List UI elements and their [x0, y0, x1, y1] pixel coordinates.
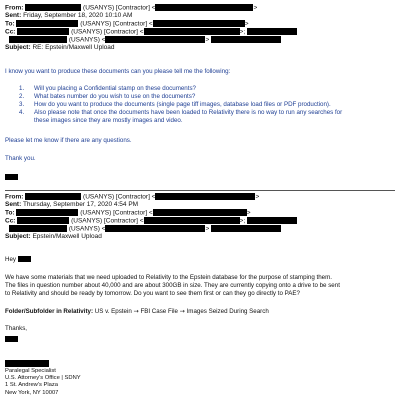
to-label: To:: [5, 20, 15, 28]
sent-value: Friday, September 18, 2020 10:10 AM: [23, 12, 133, 20]
bottom-to-line: [5, 209, 397, 217]
redaction-block: [9, 225, 67, 232]
top-to-line: [5, 20, 397, 28]
to-end: >: [244, 20, 249, 28]
body-line: to Relativity and should be ready by tomorrow. Do you want to see them first or can they go directly to PAE?: [5, 290, 300, 297]
list-item-text: these images since they are mostly images and video.: [34, 117, 183, 124]
folder-path-part: US v. Epstein: [94, 308, 132, 315]
from-label: From:: [5, 4, 24, 12]
subject-label: Subject:: [5, 44, 31, 52]
top-cc-line: [5, 28, 397, 36]
cc-sep: >;: [239, 217, 246, 225]
redaction-block: [16, 20, 78, 27]
bottom-cc-line: [5, 217, 397, 225]
redaction-block: [155, 193, 255, 200]
folder-path-part: Images Seized During Search: [186, 308, 269, 315]
top-cc-line2: [5, 36, 397, 44]
from-label: From:: [5, 193, 24, 201]
folder-line: [5, 308, 269, 316]
signature-office: U.S. Attorney's Office | SDNY: [5, 375, 81, 382]
list-item-text: How do you want to produce the documents (single page tiff images, database load files or PDF production).: [34, 101, 331, 108]
redaction-block: [105, 36, 205, 43]
cc-end: >: [205, 36, 210, 44]
redaction-block: [5, 360, 49, 367]
list-item: [19, 109, 24, 117]
bottom-email-header: [5, 193, 397, 242]
thanks-text: Thank you.: [5, 155, 36, 162]
intro-text: I know you want to produce these documents can you please tell me the following:: [5, 68, 231, 75]
redaction-block: [144, 217, 240, 224]
redaction-block: [17, 28, 69, 35]
redaction-block: [211, 36, 281, 43]
top-from-line: [5, 4, 397, 12]
redaction-block: [155, 4, 253, 11]
arrow-right-icon: →: [133, 308, 139, 315]
list-item-text: Also please note that once the documents have been loaded to Relativity there is no way to run any searches for: [34, 109, 343, 116]
redaction-block: [17, 217, 69, 224]
to-value: (USANYS) [Contractor] <: [80, 20, 153, 28]
redaction-block: [247, 217, 297, 224]
list-item: [19, 85, 24, 93]
redaction-block: [18, 256, 31, 262]
redaction-block: [153, 209, 247, 216]
list-number: 4.: [19, 109, 25, 116]
redaction-block: [9, 36, 67, 43]
greeting-text: Hey: [5, 256, 17, 263]
signoff-text: Thanks,: [5, 325, 28, 332]
bottom-from-line: [5, 193, 397, 201]
redaction-block: [211, 225, 281, 232]
bottom-sent-line: [5, 201, 397, 209]
signature-title: Paralegal Specialist: [5, 368, 56, 374]
from-value: (USANYS) [Contractor] <: [83, 193, 156, 201]
redaction-block: [16, 209, 78, 216]
subject-label: Subject:: [5, 233, 31, 241]
to-label: To:: [5, 209, 15, 217]
cc-value: (USANYS) <: [68, 36, 106, 44]
top-sent-line: [5, 12, 397, 20]
subject-value: Epstein/Maxwell Upload: [32, 233, 102, 241]
to-value: (USANYS) [Contractor] <: [80, 209, 153, 217]
sent-label: Sent:: [5, 201, 22, 209]
top-email-header: [5, 4, 397, 53]
signature-address: New York, NY 10007: [5, 389, 59, 396]
redaction-block: [5, 336, 18, 342]
subject-value: RE: Epstein/Maxwell Upload: [32, 44, 115, 52]
redaction-block: [5, 174, 18, 180]
list-item: [19, 101, 24, 109]
bottom-subject-line: [5, 233, 397, 241]
list-number: 2.: [19, 93, 25, 100]
folder-path-part: FBI Case File: [140, 308, 178, 315]
cc-label: Cc:: [5, 217, 16, 225]
folder-label: Folder/Subfolder in Relativity:: [5, 308, 94, 315]
from-end: >: [253, 4, 258, 12]
cc-value: (USANYS) <: [68, 225, 106, 233]
sent-value: Thursday, September 17, 2020 4:54 PM: [22, 201, 139, 209]
bottom-cc-line2: [5, 225, 397, 233]
cc-label: Cc:: [5, 28, 16, 36]
redaction-block: [105, 225, 205, 232]
redaction-block: [25, 193, 81, 200]
to-end: >: [246, 209, 251, 217]
redaction-block: [25, 4, 81, 11]
redaction-block: [153, 20, 245, 27]
sent-label: Sent:: [5, 12, 22, 20]
redaction-block: [247, 28, 297, 35]
from-value: (USANYS) [Contractor] <: [83, 4, 156, 12]
signature-block: [5, 368, 81, 397]
closing-text: Please let me know if there are any questions.: [5, 137, 132, 144]
arrow-right-icon: →: [179, 308, 185, 315]
list-number: 1.: [19, 85, 25, 92]
divider: [5, 190, 395, 191]
signature-address: 1 St. Andrew's Plaza: [5, 382, 58, 389]
list-item-text: Will you placing a Confidential stamp on these documents?: [34, 85, 196, 92]
list-number: 3.: [19, 101, 25, 108]
from-end: >: [255, 193, 260, 201]
cc-value: (USANYS) [Contractor] <: [71, 217, 144, 225]
body-line: The files in question number about 40,000 and are about 300GB in size. They are currently copying onto a drive to be sent: [5, 282, 340, 289]
redaction-block: [144, 28, 240, 35]
list-item: [19, 93, 24, 101]
list-item-text: What bates number do you wish to use on the documents?: [34, 93, 196, 100]
body-line: We have some materials that we need uploaded to Relativity to the Epstein database for the purpose of stamping them.: [5, 274, 332, 281]
cc-end: >: [205, 225, 210, 233]
cc-sep: >;: [239, 28, 246, 36]
top-subject-line: [5, 44, 397, 52]
cc-value: (USANYS) [Contractor] <: [71, 28, 144, 36]
greeting-line: [5, 256, 31, 264]
